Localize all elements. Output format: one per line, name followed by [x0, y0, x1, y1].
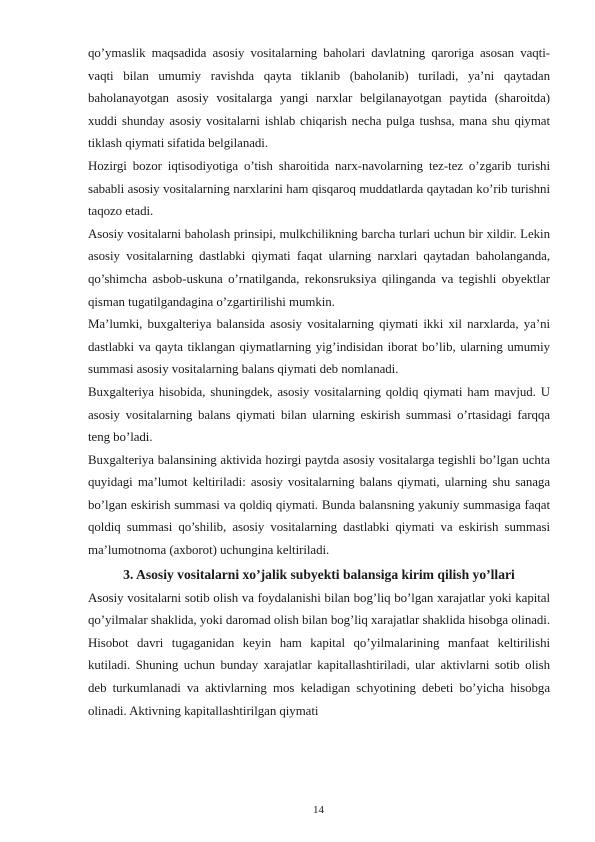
paragraph: Buxgalteriya balansining aktivida hozirgi paytda asosiy vositalarga tegishli bo’lgan uchta quyidagi ma’lumot keltiriladi: asosiy vositalarning balans qiymati, ularning shu sanaga bo’lgan eskirish summasi va qoldiq qiymati. Bunda balansning yakuniy summasiga faqat qoldiq summasi qo’shilib, asosiy vositalarning dastlabki qiymati va eskirish summasi ma’lumotnoma (axborot) uchungina keltiriladi.	[88, 452, 550, 558]
paragraph: qo’ymaslik maqsadida asosiy vositalarning baholari davlatning qaroriga asosan vaqti-vaqti bilan umumiy ravishda qayta tiklanib (baholanib) turiladi, ya’ni qaytadan baholanayotgan asosiy vositalarga yangi narxlar belgilanayotgan paytida (sharoitda) xuddi shunday asosiy vositalarni ishlab chiqarish necha pulga tushsa, mana shu qiymat tiklash qiymati sifatida belgilanadi.	[88, 46, 550, 151]
page-number: 14	[313, 804, 324, 816]
paragraph: Buxgalteriya hisobida, shuningdek, asosiy vositalarning qoldiq qiymati ham mavjud. U asosiy vositalarning balans qiymati bilan ularning eskirish summasi o’rtasidagi farqqa teng bo’ladi.	[88, 384, 550, 445]
paragraph: Hozirgi bozor iqtisodiyotiga o’tish sharoitida narx-navolarning tez-tez o’zgarib turishi sababli asosiy vositalarning narxlarini ham qisqaroq muddatlarda qaytadan ko’rib turishni taqozo etadi.	[88, 158, 550, 219]
page-body	[88, 42, 550, 722]
paragraph: Asosiy vositalarni baholash prinsipi, mulkchilikning barcha turlari uchun bir xildir. Lekin asosiy vositalarning dastlabki qiymati faqat ularning narxlari qaytadan baholanganda, qo’shimcha asbob-uskuna o’rnatilganda, rekonsruksiya qilinganda va tegishli obyektlar qisman tugatilgandagina o’zgartirilishi mumkin.	[88, 226, 550, 309]
section-heading: 3. Asosiy vositalarni xo’jalik subyekti balansiga kirim qilish yo’llari	[123, 566, 515, 582]
paragraph: Ma’lumki, buxgalteriya balansida asosiy vositalarning qiymati ikki xil narxlarda, ya’ni dastlabki va qayta tiklangan qiymatlarning yig’indisidan iborat bo’lib, ularning umumiy summasi asosiy vositalarning balans qiymati deb nomlanadi.	[88, 317, 550, 377]
paragraph: Asosiy vositalarni sotib olish va foydalanishi bilan bog’liq bo’lgan xarajatlar yoki kapital qo’yilmalar shaklida, yoki daromad olish bilan bog’liq xarajatlar shaklida hisobga olinadi. Hisobot davri tugaganidan keyin ham kapital qo’yilmalarining manfaat keltirilishi kutiladi. Shuning uchun bunday xarajatlar kapitallashtiriladi, ular aktivlarni sotib olish deb turkumlanadi va aktivlarning mos keladigan schyotining debeti bo’yicha hisobga olinadi. Aktivning kapitallashtirilgan qiymati	[88, 590, 550, 718]
